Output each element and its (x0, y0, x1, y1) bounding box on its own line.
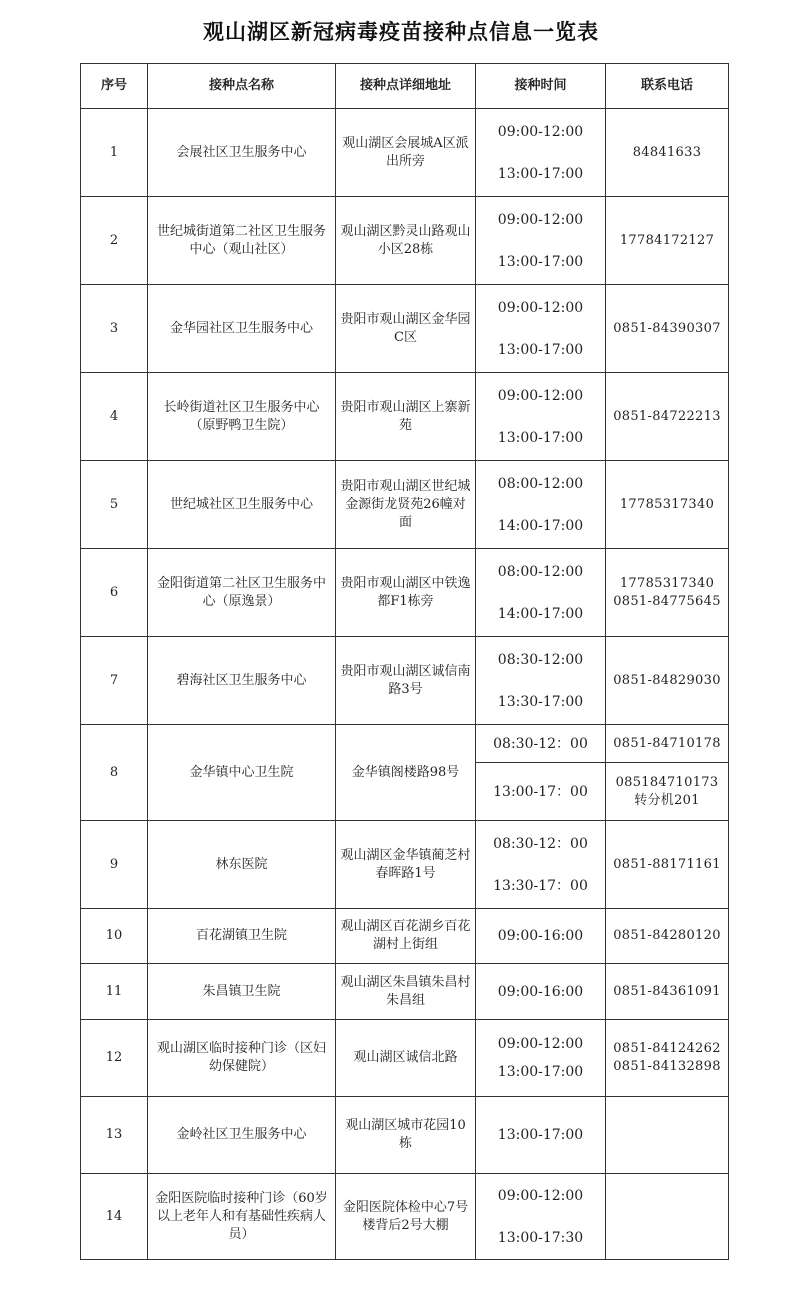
table-row (81, 821, 729, 909)
header-phone: 联系电话 (606, 64, 729, 109)
table-row (81, 461, 729, 549)
site-phone: 0851-88171161 (606, 821, 729, 909)
header-time: 接种时间 (476, 64, 606, 109)
time-slot: 13:00-17:00 (497, 429, 584, 446)
time-slot: 09:00-12:00 (497, 299, 584, 316)
row-no: 1 (81, 109, 148, 197)
site-phone: 84841633 (606, 109, 729, 197)
site-name: 金华镇中心卫生院 (148, 725, 336, 821)
time-slot: 08:30-12:00 (497, 651, 584, 668)
site-name: 金岭社区卫生服务中心 (148, 1097, 336, 1174)
site-phone: 085184710173 转分机201 (606, 763, 729, 821)
table-row (81, 909, 729, 964)
time-slot: 09:00-12:00 (497, 211, 584, 228)
row-no: 12 (81, 1020, 148, 1097)
row-no: 3 (81, 285, 148, 373)
table-row (81, 964, 729, 1020)
row-no: 5 (81, 461, 148, 549)
site-address: 金阳医院体检中心7号楼背后2号大棚 (336, 1174, 476, 1260)
site-name: 世纪城社区卫生服务中心 (148, 461, 336, 549)
table-row (81, 549, 729, 637)
table-row (81, 109, 729, 197)
time-slot: 09:00-16:00 (476, 964, 606, 1020)
time-slot: 13:00-17:00 (476, 1097, 606, 1174)
row-no: 10 (81, 909, 148, 964)
time-slot: 09:00-12:00 (497, 123, 584, 140)
row-no: 4 (81, 373, 148, 461)
site-name: 金华园社区卫生服务中心 (148, 285, 336, 373)
site-phone: 0851-84361091 (606, 964, 729, 1020)
row-no: 9 (81, 821, 148, 909)
site-phone: 0851-84829030 (606, 637, 729, 725)
row-no: 14 (81, 1174, 148, 1260)
site-address: 贵阳市观山湖区诚信南路3号 (336, 637, 476, 725)
site-address: 观山湖区金华镇蔺芝村春晖路1号 (336, 821, 476, 909)
header-address: 接种点详细地址 (336, 64, 476, 109)
site-name: 世纪城街道第二社区卫生服务中心（观山社区） (148, 197, 336, 285)
header-no: 序号 (81, 64, 148, 109)
row-no: 2 (81, 197, 148, 285)
time-slot: 09:00-12:00 (497, 1036, 584, 1052)
site-name: 碧海社区卫生服务中心 (148, 637, 336, 725)
site-phone: 0851-84722213 (606, 373, 729, 461)
time-slot: 13:00-17:00 (497, 165, 584, 182)
row-no: 6 (81, 549, 148, 637)
site-address: 观山湖区百花湖乡百花湖村上街组 (336, 909, 476, 964)
site-phone: 17785317340 0851-84775645 (606, 549, 729, 637)
time-slot: 13:00-17:30 (497, 1229, 584, 1246)
time-slot: 08:30-12：00 (493, 835, 588, 852)
site-address: 金华镇阁楼路98号 (336, 725, 476, 821)
time-slot: 08:00-12:00 (497, 475, 584, 492)
site-name: 观山湖区临时接种门诊（区妇幼保健院） (148, 1020, 336, 1097)
site-name: 林东医院 (148, 821, 336, 909)
time-slot: 13:30-17：00 (493, 877, 588, 894)
time-slot: 13:00-17:00 (497, 341, 584, 358)
site-phone: 0851-84710178 (606, 725, 729, 763)
table-row (81, 373, 729, 461)
site-address: 贵阳市观山湖区世纪城金源街龙贤苑26幢对面 (336, 461, 476, 549)
site-address: 观山湖区朱昌镇朱昌村朱昌组 (336, 964, 476, 1020)
vaccination-sites-table (80, 63, 729, 1260)
site-address: 贵阳市观山湖区中铁逸都F1栋旁 (336, 549, 476, 637)
site-address: 贵阳市观山湖区金华园C区 (336, 285, 476, 373)
row-no: 7 (81, 637, 148, 725)
time-slot: 09:00-16:00 (476, 909, 606, 964)
time-slot: 13:00-17:00 (497, 1064, 584, 1080)
site-phone: 0851-84390307 (606, 285, 729, 373)
site-name: 金阳医院临时接种门诊（60岁以上老年人和有基础性疾病人员） (148, 1174, 336, 1260)
table-row (81, 197, 729, 285)
site-name: 朱昌镇卫生院 (148, 964, 336, 1020)
row-no: 11 (81, 964, 148, 1020)
time-slot: 09:00-12:00 (497, 1187, 584, 1204)
site-address: 观山湖区城市花园10栋 (336, 1097, 476, 1174)
table-row (81, 285, 729, 373)
table-row (81, 637, 729, 725)
time-slot: 13:00-17:00 (497, 253, 584, 270)
site-phone: 0851-84124262 0851-84132898 (606, 1020, 729, 1097)
table-row (81, 725, 729, 763)
row-no: 8 (81, 725, 148, 821)
site-address: 观山湖区诚信北路 (336, 1020, 476, 1097)
site-phone: 17784172127 (606, 197, 729, 285)
table-row (81, 1097, 729, 1174)
time-slot: 14:00-17:00 (497, 517, 584, 534)
site-name: 百花湖镇卫生院 (148, 909, 336, 964)
table-row (81, 1174, 729, 1260)
time-slot: 14:00-17:00 (497, 605, 584, 622)
site-name: 长岭街道社区卫生服务中心（原野鸭卫生院） (148, 373, 336, 461)
time-slot: 08:00-12:00 (497, 563, 584, 580)
site-phone: 17785317340 (606, 461, 729, 549)
time-slot: 13:00-17：00 (476, 763, 606, 821)
time-slot: 08:30-12：00 (476, 725, 606, 763)
page-title: 观山湖区新冠病毒疫苗接种点信息一览表 (203, 20, 599, 44)
site-address: 观山湖区会展城A区派出所旁 (336, 109, 476, 197)
site-name: 金阳街道第二社区卫生服务中心（原逸景） (148, 549, 336, 637)
site-name: 会展社区卫生服务中心 (148, 109, 336, 197)
site-address: 贵阳市观山湖区上寨新苑 (336, 373, 476, 461)
site-phone (606, 1097, 729, 1174)
site-phone: 0851-84280120 (606, 909, 729, 964)
table-row (81, 1020, 729, 1097)
time-slot: 13:30-17:00 (497, 693, 584, 710)
row-no: 13 (81, 1097, 148, 1174)
header-name: 接种点名称 (148, 64, 336, 109)
site-phone (606, 1174, 729, 1260)
time-slot: 09:00-12:00 (497, 387, 584, 404)
site-address: 观山湖区黔灵山路观山小区28栋 (336, 197, 476, 285)
table-header-row (81, 64, 729, 109)
